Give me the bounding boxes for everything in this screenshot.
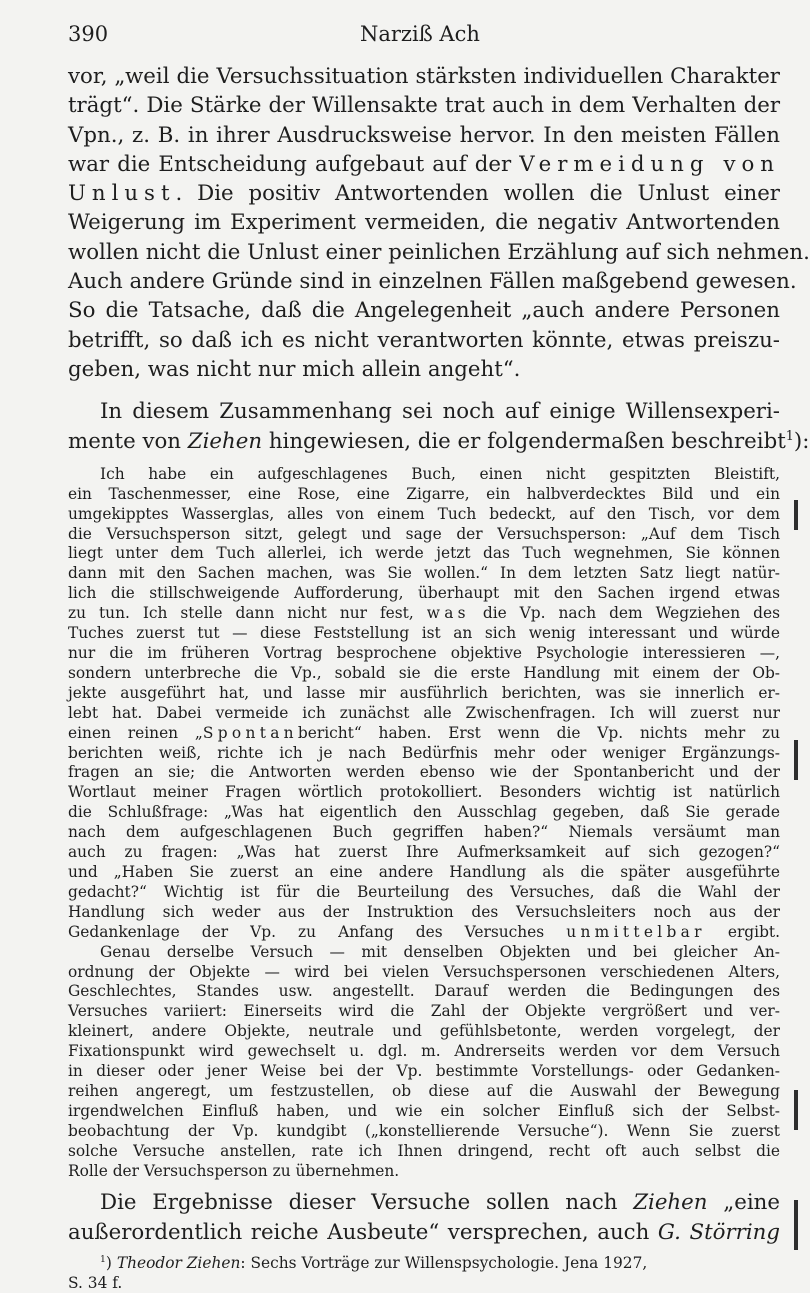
text-run: zu tun. Ich stelle dann nicht nur fest, — [68, 604, 427, 623]
quote-line: die Versuchsperson sitzt, gelegt und sage der Versuchsperson: „Auf dem Tisch — [68, 524, 780, 543]
author-name: Ziehen — [187, 428, 263, 454]
quote-line: ein Taschenmesser, eine Rose, eine Zigarre, ein halbverdecktes Bild und ein — [68, 484, 780, 503]
spaced-emphasis: Unlust — [68, 181, 176, 207]
footnote-marker: 1 — [100, 1253, 106, 1265]
text-line: trägt“. Die Stärke der Willensakte trat auch in dem Verhalten der — [68, 93, 780, 119]
footnote-author: Theodor Ziehen — [116, 1254, 241, 1273]
footnote — [68, 1253, 780, 1293]
quote-line: nur die im früheren Vortrag besprochene objektive Psychologie interessieren —, — [68, 644, 780, 663]
quote-line — [68, 604, 780, 624]
quote-line: liegt unter dem Tuch allerlei, ich werde jetzt das Tuch wegnehmen, Sie können — [68, 544, 780, 563]
text-line — [68, 1218, 780, 1247]
quote-line: umgekipptes Wasserglas, alles von einem Tuch bedeckt, auf den Tisch, vor dem — [68, 504, 780, 523]
text-run: ergibt. — [705, 922, 781, 941]
quote-line: sondern unterbreche die Vp., sobald sie die erste Handlung mit einem der Ob- — [68, 663, 780, 682]
text-run: Gedankenlage der Vp. zu Anfang des Versuches — [68, 922, 567, 941]
text-line: vor, „weil die Versuchssituation stärksten individuellen Charakter — [68, 64, 780, 89]
text-line — [68, 179, 780, 208]
quote-line: in dieser oder jener Weise bei der Vp. bestimmte Vorstellungs- oder Gedanken- — [68, 1062, 780, 1081]
text-run: einen reinen „ — [68, 723, 203, 742]
text-line — [68, 427, 810, 456]
text-run: . Die positiv Antwortenden wollen die Unlust einer — [175, 181, 780, 207]
quote-line: solche Versuche anstellen, rate ich Ihnen dringend, recht oft auch selbst die — [68, 1141, 780, 1160]
quote-line: Ich habe ein aufgeschlagenes Buch, einen nicht gespitzten Bleistift, — [100, 464, 780, 483]
quote-line: dann mit den Sachen machen, was Sie wollen.“ In dem letzten Satz liegt natür- — [68, 564, 780, 583]
text-line — [68, 150, 780, 179]
text-line: Vpn., z. B. in ihrer Ausdrucksweise hervor. In den meisten Fällen — [68, 122, 780, 148]
quote-line: die Schlußfrage: „Was hat eigentlich den Ausschlag gegeben, daß Sie gerade — [68, 803, 780, 822]
quote-line: Versuches variiert: Einerseits wird die Zahl der Objekte vergrößert und ver- — [68, 1002, 780, 1021]
text-line: geben, was nicht nur mich allein angeht“. — [68, 356, 521, 382]
quote-line: Fixationspunkt wird gewechselt u. dgl. m. Andrerseits werden vor dem Versuch — [68, 1042, 780, 1061]
author-name: Ziehen — [633, 1190, 708, 1216]
paragraph-2 — [68, 397, 810, 456]
margin-mark — [794, 1200, 798, 1250]
text-line: So die Tatsache, daß die Angelegenheit „auch andere Personen — [68, 298, 780, 324]
text-run: die Vp. nach dem Wegziehen des — [469, 604, 780, 623]
spaced-emphasis: was — [426, 604, 470, 623]
spaced-emphasis: Spontan — [202, 723, 298, 742]
quote-line: kleinert, andere Objekte, neutrale und gefühlsbetonte, werden vorgelegt, der — [68, 1022, 780, 1041]
text-line: wollen nicht die Unlust einer peinlichen Erzählung auf sich nehmen. — [68, 239, 810, 265]
quote-block — [68, 465, 780, 1182]
paragraph-1 — [68, 62, 810, 384]
quote-line: lich die stillschweigende Aufforderung, überhaupt mit den Sachen irgend etwas — [68, 584, 780, 603]
quote-line: Genau derselbe Versuch — mit denselben Objekten und bei gleicher An- — [100, 942, 780, 961]
quote-line: gedacht?“ Wichtig ist für die Beurteilung des Versuches, daß die Wahl der — [68, 882, 780, 901]
quote-line — [68, 923, 780, 943]
quote-line: beobachtung der Vp. kundgibt („konstellierende Versuche“). Wenn Sie zuerst — [68, 1121, 780, 1140]
running-head: Narziß Ach — [360, 22, 480, 46]
quote-line: lebt hat. Dabei vermeide ich zunächst alle Zwischenfragen. Ich will zuerst nur — [68, 703, 780, 722]
quote-line: und „Haben Sie zuerst an eine andere Handlung als die später ausgeführte — [68, 862, 780, 881]
quote-line: irgendwelchen Einfluß haben, und wie ein solcher Einfluß sich der Selbst- — [68, 1101, 780, 1120]
text-run: Die Ergebnisse dieser Versuche sollen nach — [100, 1190, 634, 1216]
text-line: Auch andere Gründe sind in einzelnen Fällen maßgebend gewesen. — [68, 269, 797, 295]
text-line: Weigerung im Experiment vermeiden, die negativ Antwortenden — [68, 210, 780, 236]
margin-mark — [794, 500, 798, 530]
quote-line — [68, 724, 780, 744]
footnote-text: : Sechs Vorträge zur Willenspsychologie. Jena 1927, — [240, 1254, 648, 1273]
text-run: bericht“ haben. Erst wenn die Vp. nichts mehr zu — [297, 723, 780, 742]
margin-mark — [794, 1090, 798, 1130]
spaced-emphasis: unmittelbar — [566, 922, 706, 941]
quote-line: jekte ausgeführt hat, und lasse mir ausführlich berichten, was sie innerlich er- — [68, 683, 780, 702]
footnote-line: S. 34 f. — [68, 1274, 123, 1293]
quote-line: fragen an sie; die Antworten werden ebenso wie der Spontanbericht und der — [68, 763, 780, 782]
footnote-ref: 1 — [785, 428, 794, 444]
quote-line: nach dem aufgeschlagenen Buch gegriffen haben?“ Niemals versäumt man — [68, 823, 780, 842]
text-run: ): — [793, 428, 810, 454]
quote-line: Geschlechtes, Standes usw. angestellt. Darauf werden die Bedingungen des — [68, 982, 780, 1001]
footnote-line — [68, 1253, 780, 1273]
margin-mark — [794, 740, 798, 780]
text-line — [68, 1188, 780, 1217]
quote-line: reihen angeregt, um festzustellen, ob diese auf die Auswahl der Bewegung — [68, 1081, 780, 1100]
page-header — [68, 22, 780, 62]
book-page — [68, 22, 810, 1293]
spaced-emphasis: Vermeidung von — [519, 151, 780, 177]
text-run: war die Entscheidung aufgebaut auf der — [68, 151, 520, 177]
quote-line: Handlung sich weder aus der Instruktion des Versuchsleiters noch aus der — [68, 902, 780, 921]
text-line: betrifft, so daß ich es nicht verantworten könnte, etwas preiszu- — [68, 327, 780, 353]
text-line: In diesem Zusammenhang sei noch auf einige Willensexperi- — [100, 399, 780, 425]
quote-line: berichten weiß, richte ich je nach Bedürfnis mehr oder weniger Ergänzungs- — [68, 743, 780, 762]
paragraph-3 — [68, 1188, 780, 1247]
text-run: mente von — [68, 428, 188, 454]
text-run: ) — [105, 1254, 112, 1273]
text-run: „eine — [707, 1190, 780, 1216]
quote-line: Rolle der Versuchsperson zu übernehmen. — [68, 1161, 400, 1180]
text-run: außerordentlich reiche Ausbeute“ versprechen, auch — [68, 1219, 658, 1245]
quote-line: Wortlaut meiner Fragen wörtlich protokolliert. Besonders wichtig ist natürlich — [68, 783, 780, 802]
author-name: G. Störring — [657, 1219, 780, 1245]
quote-line: Tuches zuerst tut — diese Feststellung ist an sich wenig interessant und würde — [68, 624, 780, 643]
quote-line: auch zu fragen: „Was hat zuerst Ihre Aufmerksamkeit auf sich gezogen?“ — [68, 843, 780, 862]
quote-line: ordnung der Objekte — wird bei vielen Versuchspersonen verschiedenen Alters, — [68, 962, 780, 981]
text-run: hingewiesen, die er folgendermaßen beschreibt — [262, 428, 786, 454]
page-number: 390 — [68, 22, 109, 46]
